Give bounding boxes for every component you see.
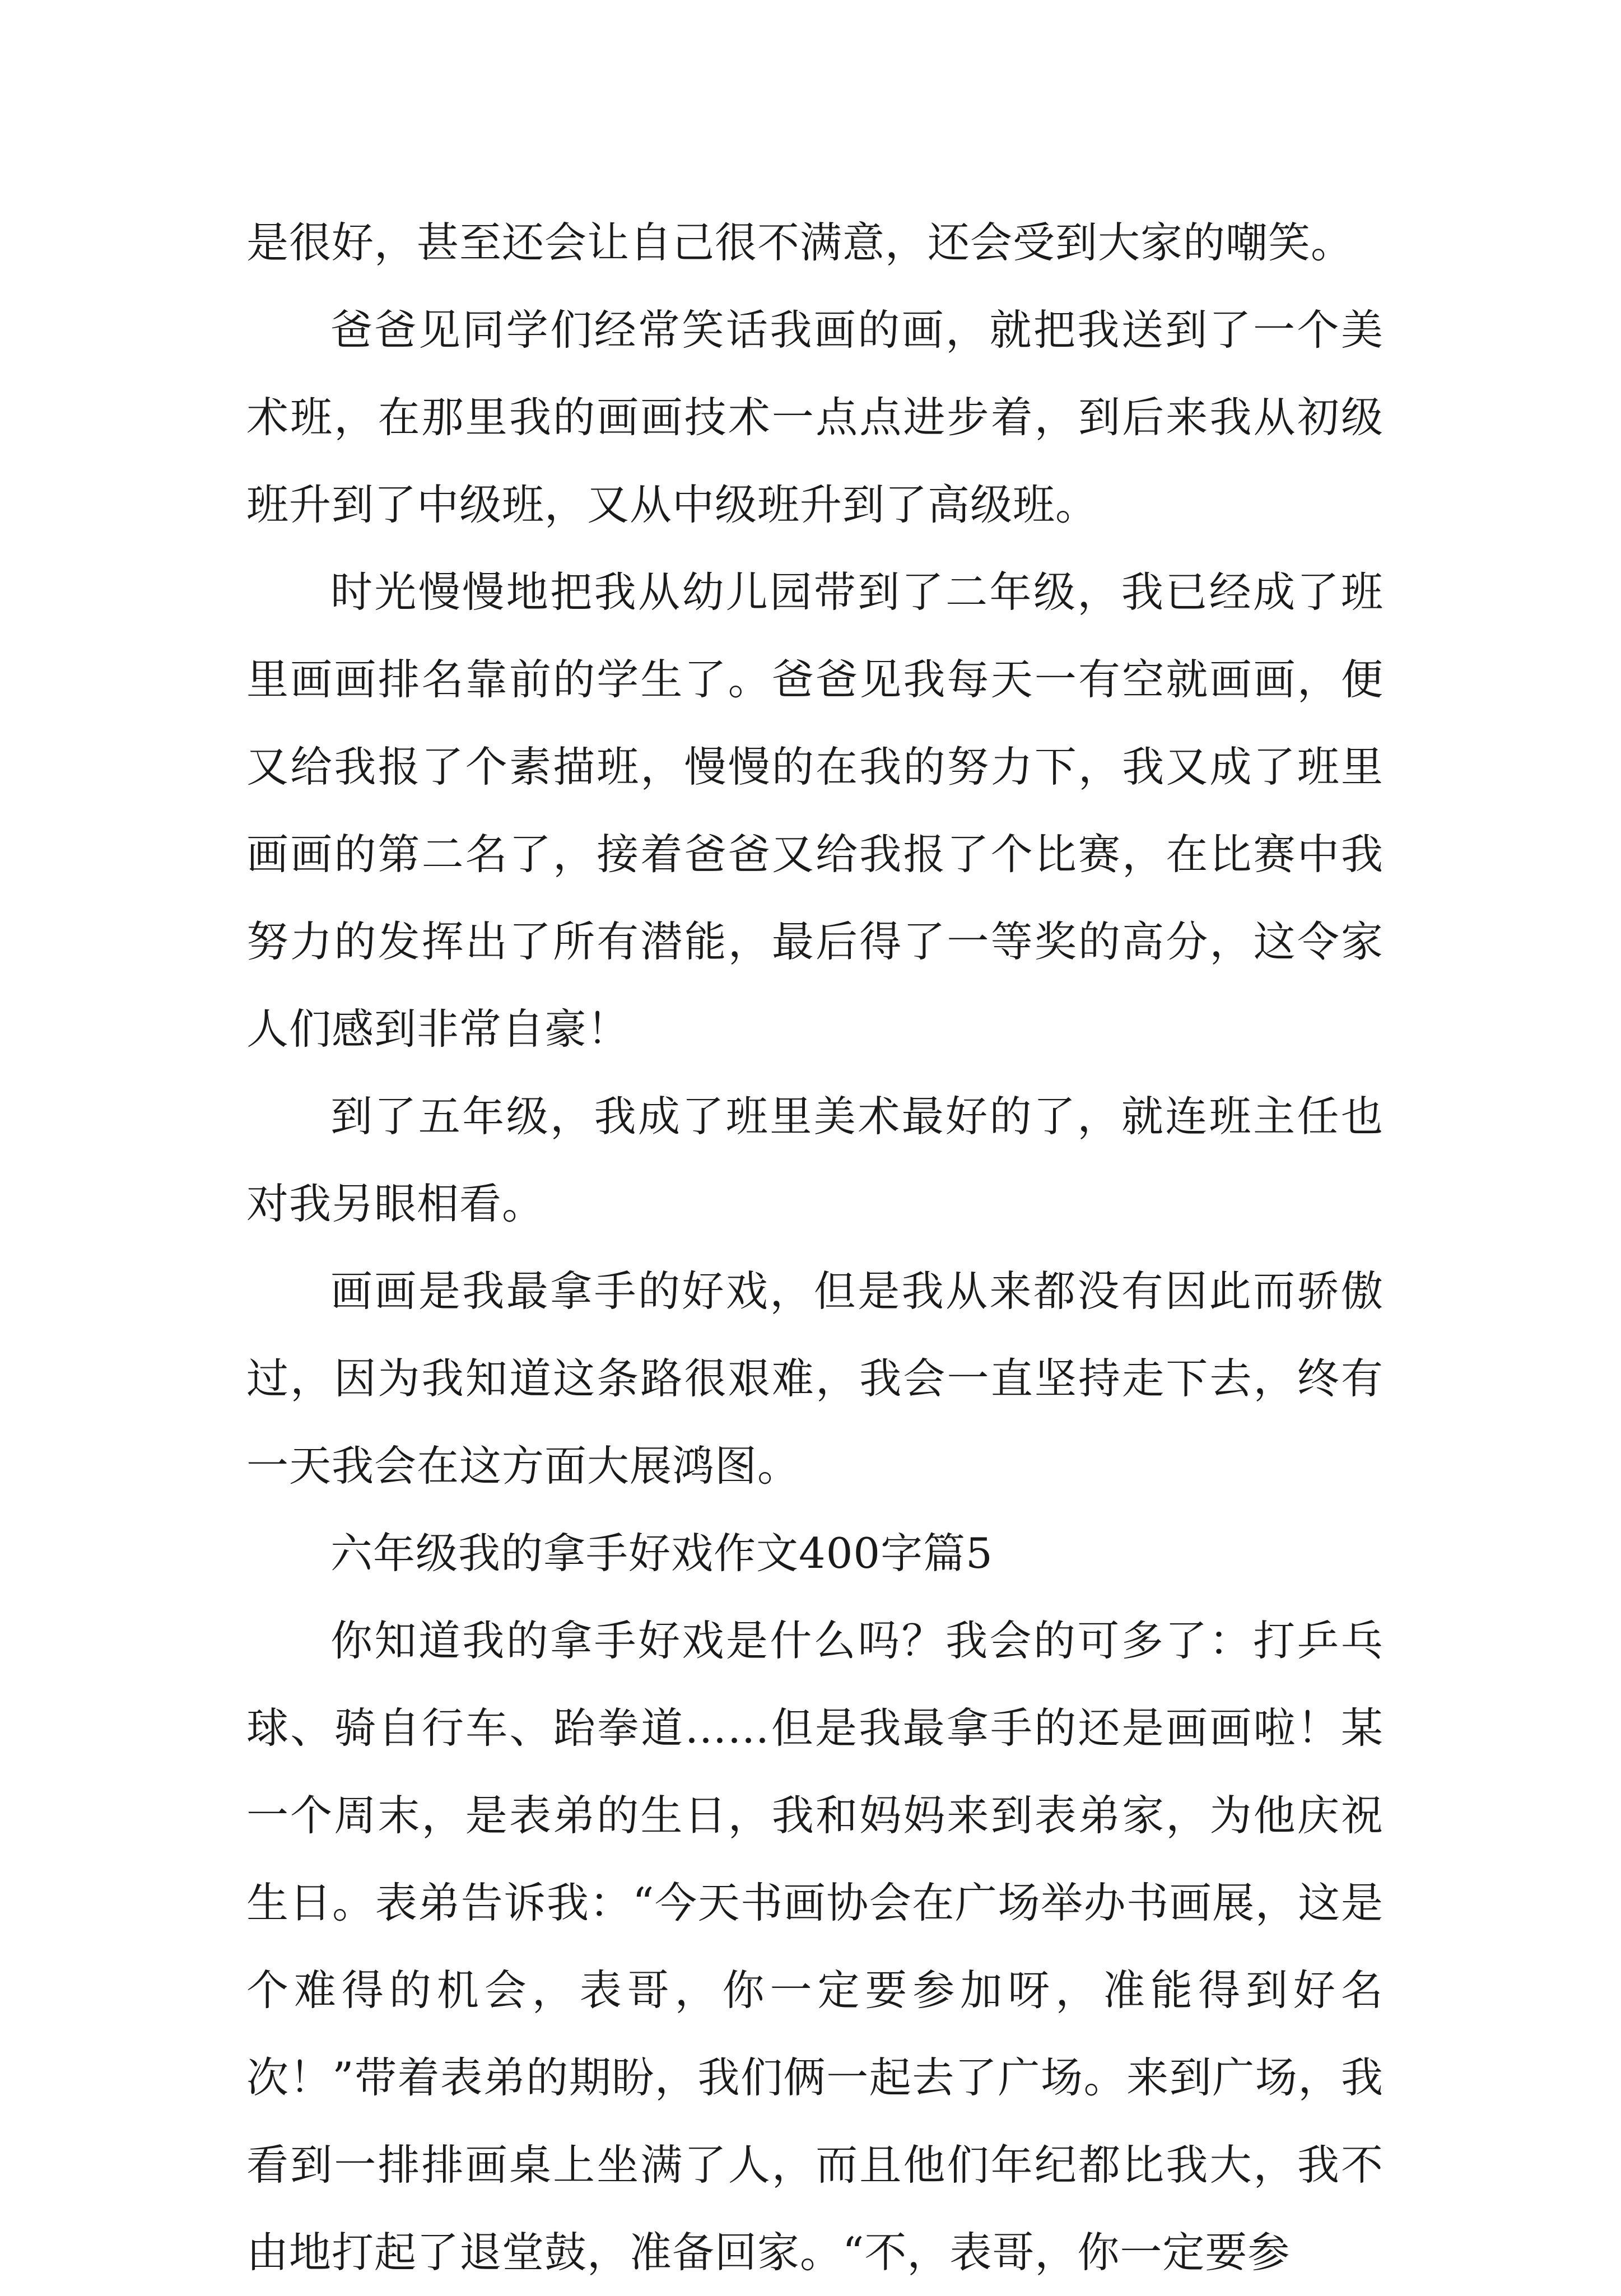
paragraph-conclusion: 画画是我最拿手的好戏，但是我从来都没有因此而骄傲过，因为我知道这条路很艰难，我会一直坚持走下去，终有一天我会在这方面大展鸿图。	[246, 1266, 1384, 1491]
paragraph-art-class: 爸爸见同学们经常笑话我画的画，就把我送到了一个美术班，在那里我的画画技术一点点进步着，到后来我从初级班升到了中级班，又从中级班升到了高级班。	[246, 305, 1384, 529]
paragraph-fifth-grade: 到了五年级，我成了班里美术最好的了，就连班主任也对我另眼相看。	[246, 1092, 1384, 1228]
essay-body	[246, 199, 1384, 2296]
paragraph-continuation: 是很好，甚至还会让自己很不满意，还会受到大家的嘲笑。	[246, 218, 1354, 267]
paragraph-second-grade: 时光慢慢地把我从幼儿园带到了二年级，我已经成了班里画画排名靠前的学生了。爸爸见我每天一有空就画画，便又给我报了个素描班，慢慢的在我的努力下，我又成了班里画画的第二名了，接着爸爸又给我报了个比赛，在比赛中我努力的发挥出了所有潜能，最后得了一等奖的高分，这令家人们感到非常自豪！	[246, 567, 1384, 1054]
essay-title: 六年级我的拿手好戏作文400字篇5	[330, 1529, 993, 1578]
paragraph-essay-5-intro: 你知道我的拿手好戏是什么吗？我会的可多了：打乒乓球、骑自行车、跆拳道……但是我最拿手的还是画画啦！某一个周末，是表弟的生日，我和妈妈来到表弟家，为他庆祝生日。表弟告诉我：“今天书画协会在广场举办书画展，这是个难得的机会，表哥，你一定要参加呀，准能得到好名次！”带着表弟的期盼，我们俩一起去了广场。来到广场，我看到一排排画桌上坐满了人，而且他们年纪都比我大，我不由地打起了退堂鼓，准备回家。“不，表哥，你一定要参	[246, 1616, 1384, 2277]
